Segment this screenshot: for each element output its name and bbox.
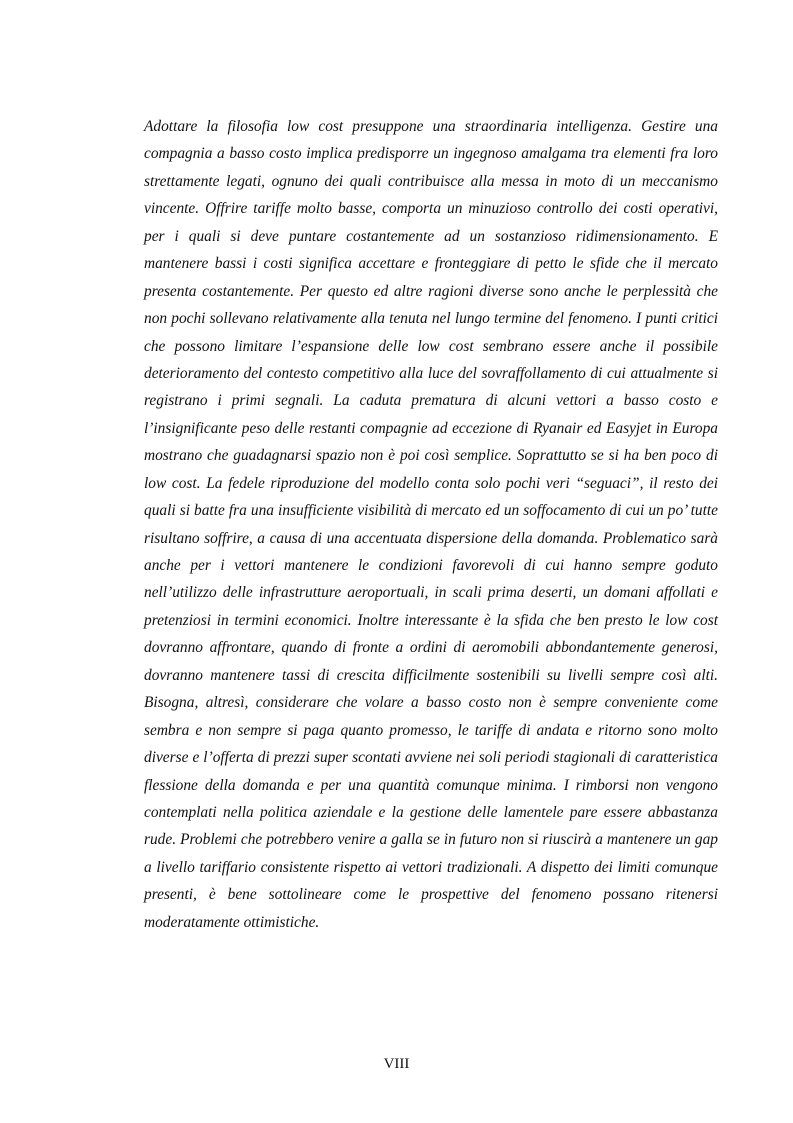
page-number: VIII xyxy=(383,1056,410,1072)
body-paragraph: Adottare la filosofia low cost presuppone una straordinaria intelligenza. Gestire una compagnia a basso costo implica predisporre un ingegnoso amalgama tra elementi fra loro strettamente legati, ognuno dei quali contribuisce alla messa in moto di un meccanismo vincente. Offrire tariffe molto basse, comporta un minuzioso controllo dei costi operativi, per i quali si deve puntare costantemente ad un sostanzioso ridimensionamento. E mantenere bassi i costi significa accettare e fronteggiare di petto le sfide che il mercato presenta costantemente. Per questo ed altre ragioni diverse sono anche le perplessità che non pochi sollevano relativamente alla tenuta nel lungo termine del fenomeno. I punti critici che possono limitare l’espansione delle low cost sembrano essere anche il possibile deterioramento del contesto competitivo alla luce del sovraffollamento di cui attualmente si registrano i primi segnali. La caduta prematura di alcuni vettori a basso costo e l’insignificante peso delle restanti compagnie ad eccezione di Ryanair ed Easyjet in Europa mostrano che guadagnarsi spazio non è poi così semplice. Soprattutto se si ha ben poco di low cost. La fedele riproduzione del modello conta solo pochi veri “seguaci”, il resto dei quali si batte fra una insufficiente visibilità di mercato ed un soffocamento di cui un po’ tutte risultano soffrire, a causa di una accentuata dispersione della domanda. Problematico sarà anche per i vettori mantenere le condizioni favorevoli di cui hanno sempre goduto nell’utilizzo delle infrastrutture aeroportuali, in scali prima deserti, un domani affollati e pretenziosi in termini economici. Inoltre interessante è la sfida che ben presto le low cost dovranno affrontare, quando di fronte a ordini di aeromobili abbondantemente generosi, dovranno mantenere tassi di crescita difficilmente sostenibili su livelli sempre così alti. Bisogna, altresì, considerare che volare a basso costo non è sempre conveniente come sembra e non sempre si paga quanto promesso, le tariffe di andata e ritorno sono molto diverse e l’offerta di prezzi super scontati avviene nei soli periodi stagionali di caratteristica flessione della domanda e per una quantità comunque minima. I rimborsi non vengono contemplati nella politica aziendale e la gestione delle lamentele pare essere abbastanza rude. Problemi che potrebbero venire a galla se in futuro non si riuscirà a mantenere un gap a livello tariffario consistente rispetto ai vettori tradizionali. A dispetto dei limiti comunque presenti, è bene sottolineare come le prospettive del fenomeno possano ritenersi moderatamente ottimistiche. xyxy=(144,118,718,931)
